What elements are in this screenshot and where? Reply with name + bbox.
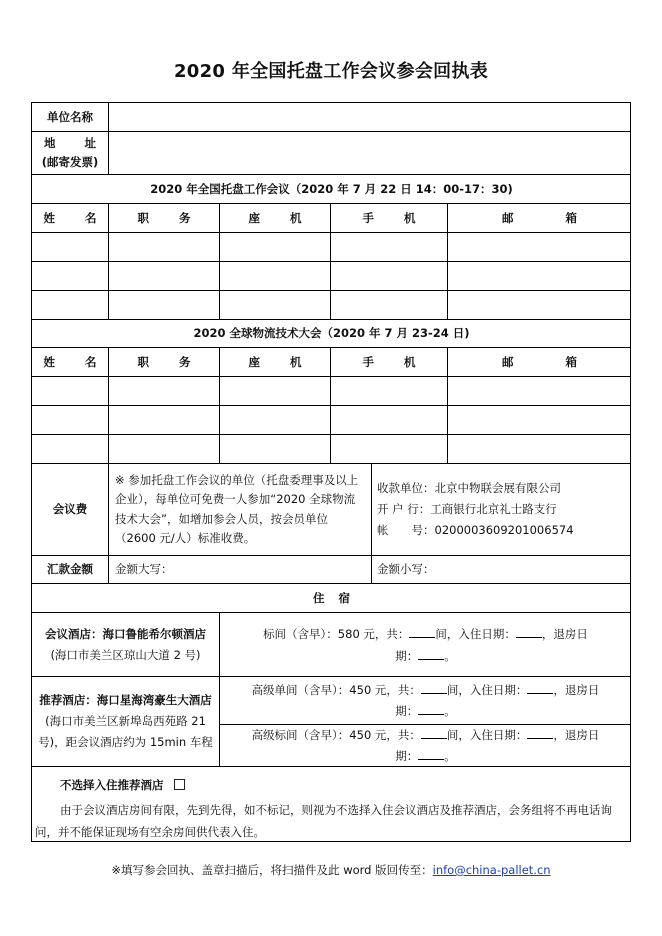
- attendee-cell[interactable]: [448, 406, 631, 435]
- checkout-date-blank[interactable]: [418, 647, 444, 660]
- attendee-cell[interactable]: [331, 406, 448, 435]
- account-label: 帐 号：: [377, 523, 435, 537]
- room-desc: 标间（含早）：580 元，共：: [263, 626, 410, 641]
- fee-note: [109, 464, 372, 556]
- bank-label: 开 户 行：: [377, 502, 431, 516]
- period: 。: [444, 748, 456, 763]
- column-header: [109, 348, 220, 377]
- hotel1-room-standard: [220, 613, 631, 677]
- hotel2-name: 推荐酒店：海口星海湾豪生大酒店: [39, 693, 212, 707]
- attendee-cell[interactable]: [220, 435, 331, 464]
- room-desc: 高级单间（含早）：450 元，共：: [251, 682, 421, 697]
- attendee-cell[interactable]: [109, 262, 220, 291]
- room-desc: 高级标间（含早）：450 元，共：: [251, 727, 421, 742]
- hotel2-address: (海口市美兰区新埠岛西苑路 21 号)，距会议酒店约为 15min 车程: [38, 714, 213, 749]
- attendee-cell[interactable]: [331, 262, 448, 291]
- unit-name-label: 单位名称: [32, 103, 109, 132]
- checkin-date-blank[interactable]: [527, 726, 553, 739]
- column-header-char: 箱: [565, 210, 577, 225]
- checkout-date-blank[interactable]: [418, 702, 444, 715]
- checkout-label: ，退房日: [553, 682, 600, 697]
- attendee-cell[interactable]: [32, 291, 109, 320]
- payee-value: 北京中物联会展有限公司: [434, 481, 561, 495]
- attendee-cell[interactable]: [220, 291, 331, 320]
- column-header: [220, 204, 331, 233]
- meeting1-heading: 2020 年全国托盘工作会议（2020 年 7 月 22 日 14：00-17：30): [32, 175, 631, 204]
- footer-email-link[interactable]: info@china-pallet.cn: [432, 863, 551, 877]
- column-header-char: 机: [404, 354, 416, 369]
- address-label-char-2: 址: [84, 136, 96, 150]
- opt-out-checkbox[interactable]: [174, 779, 185, 790]
- hotel2-room-twin: [220, 725, 631, 767]
- attendee-cell[interactable]: [220, 406, 331, 435]
- attendee-cell[interactable]: [109, 435, 220, 464]
- bank-line: [377, 499, 557, 520]
- address-label-char-1: 地: [44, 136, 56, 150]
- room-count-blank[interactable]: [421, 681, 447, 694]
- lodging-notice: 由于会议酒店房间有限，先到先得，如不标记，则视为不选择入住会议酒店及推荐酒店，会务组将不再电话询问，并不能保证现场有空余房间供代表入住。: [35, 803, 612, 839]
- attendee-cell[interactable]: [331, 233, 448, 262]
- account-line: [377, 520, 574, 541]
- column-header: [331, 204, 448, 233]
- footer-note: [0, 862, 662, 878]
- registration-form-table: [31, 102, 631, 842]
- remit-label: 汇款金额: [32, 556, 109, 584]
- page-title: 2020 年全国托盘工作会议参会回执表: [173, 61, 489, 82]
- column-header: [220, 348, 331, 377]
- column-header-char: 机: [290, 210, 302, 225]
- column-header-char: 手: [362, 354, 374, 369]
- column-header-char: 姓: [43, 210, 55, 225]
- attendee-cell[interactable]: [32, 406, 109, 435]
- column-header: [109, 204, 220, 233]
- attendee-cell[interactable]: [448, 233, 631, 262]
- column-header-char: 邮: [502, 354, 514, 369]
- column-header-char: 手: [362, 210, 374, 225]
- payee-info: [372, 464, 631, 556]
- hotel1-info: [32, 613, 220, 677]
- column-header-char: 职: [137, 210, 149, 225]
- payee-label: 收款单位：: [377, 481, 435, 495]
- checkout-label: ，退房日: [553, 727, 600, 742]
- attendee-cell[interactable]: [109, 233, 220, 262]
- column-header-char: 座: [248, 210, 260, 225]
- amount-upper-field[interactable]: [109, 556, 372, 584]
- meeting2-heading: 2020 全球物流技术大会（2020 年 7 月 23-24 日): [32, 319, 631, 348]
- column-header-char: 机: [290, 354, 302, 369]
- address-label-sub: (邮寄发票): [41, 155, 99, 169]
- attendee-cell[interactable]: [448, 435, 631, 464]
- checkin-date-blank[interactable]: [516, 625, 542, 638]
- lodging-heading: [32, 584, 631, 613]
- hotel2-info: [32, 677, 220, 767]
- amount-upper-label: 金额大写：: [115, 562, 173, 576]
- attendee-cell[interactable]: [109, 377, 220, 406]
- column-header-char: 职: [137, 354, 149, 369]
- checkout-label-cont: 期：: [395, 703, 419, 718]
- checkin-label: 间，入住日期：: [446, 727, 528, 742]
- checkout-date-blank[interactable]: [418, 747, 444, 760]
- period: 。: [444, 703, 456, 718]
- checkin-date-blank[interactable]: [527, 681, 553, 694]
- bank-value: 工商银行北京礼士路支行: [430, 502, 557, 516]
- attendee-cell[interactable]: [331, 291, 448, 320]
- column-header: [331, 348, 448, 377]
- attendee-cell[interactable]: [220, 377, 331, 406]
- attendee-cell[interactable]: [220, 233, 331, 262]
- attendee-cell[interactable]: [32, 262, 109, 291]
- fee-note-text: ※ 参加托盘工作会议的单位（托盘委理事及以上企业），每单位可免费一人参加“2020 全球物流技术大会”，如增加参会人员，按会员单位（2600 元/人）标准收费。: [115, 472, 359, 545]
- address-label: [32, 132, 109, 175]
- column-header-char: 座: [248, 354, 260, 369]
- opt-out-option[interactable]: [60, 775, 185, 795]
- column-header-char: 邮: [502, 210, 514, 225]
- attendee-cell[interactable]: [448, 262, 631, 291]
- column-header-char: 箱: [565, 354, 577, 369]
- checkout-label: ，退房日: [541, 626, 588, 641]
- unit-name-field[interactable]: [109, 103, 631, 132]
- column-header-char: 务: [179, 210, 191, 225]
- attendee-cell[interactable]: [448, 377, 631, 406]
- attendee-cell[interactable]: [32, 377, 109, 406]
- attendee-cell[interactable]: [448, 291, 631, 320]
- attendee-cell[interactable]: [32, 435, 109, 464]
- amount-lower-field[interactable]: [372, 556, 631, 584]
- amount-lower-label: 金额小写：: [377, 562, 435, 576]
- opt-out-label: 不选择入住推荐酒店: [60, 778, 164, 792]
- checkout-label-cont: 期：: [395, 648, 419, 663]
- checkin-label: 间，入住日期：: [435, 626, 516, 641]
- column-header-char: 名: [85, 354, 97, 369]
- fee-label: 会议费: [32, 464, 109, 556]
- checkin-label: 间，入住日期：: [446, 682, 528, 697]
- column-header: [448, 204, 631, 233]
- period: 。: [444, 648, 456, 663]
- payee-line: [377, 478, 561, 499]
- attendee-cell[interactable]: [32, 233, 109, 262]
- checkout-label-cont: 期：: [395, 748, 419, 763]
- address-field[interactable]: [109, 132, 631, 175]
- hotel1-name: 会议酒店：海口鲁能希尔顿酒店: [45, 626, 206, 641]
- column-header: [448, 348, 631, 377]
- account-value: 0200003609201006574: [434, 523, 574, 537]
- hotel2-room-single: [220, 677, 631, 725]
- attendee-cell[interactable]: [109, 406, 220, 435]
- footer-text: ※填写参会回执、盖章扫描后，将扫描件及此 word 版回传至：: [111, 863, 433, 877]
- attendee-cell[interactable]: [109, 291, 220, 320]
- column-header-char: 姓: [43, 354, 55, 369]
- attendee-cell[interactable]: [331, 435, 448, 464]
- room-count-blank[interactable]: [421, 726, 447, 739]
- hotel1-address: (海口市美兰区琼山大道 2 号): [50, 647, 201, 662]
- column-header: [32, 348, 109, 377]
- room-count-blank[interactable]: [409, 625, 435, 638]
- attendee-cell[interactable]: [220, 262, 331, 291]
- column-header: [32, 204, 109, 233]
- attendee-cell[interactable]: [331, 377, 448, 406]
- column-header-char: 名: [85, 210, 97, 225]
- lodging-heading-char-2: 宿: [338, 590, 350, 605]
- column-header-char: 机: [404, 210, 416, 225]
- column-header-char: 务: [179, 354, 191, 369]
- lodging-heading-char-1: 住: [313, 590, 325, 605]
